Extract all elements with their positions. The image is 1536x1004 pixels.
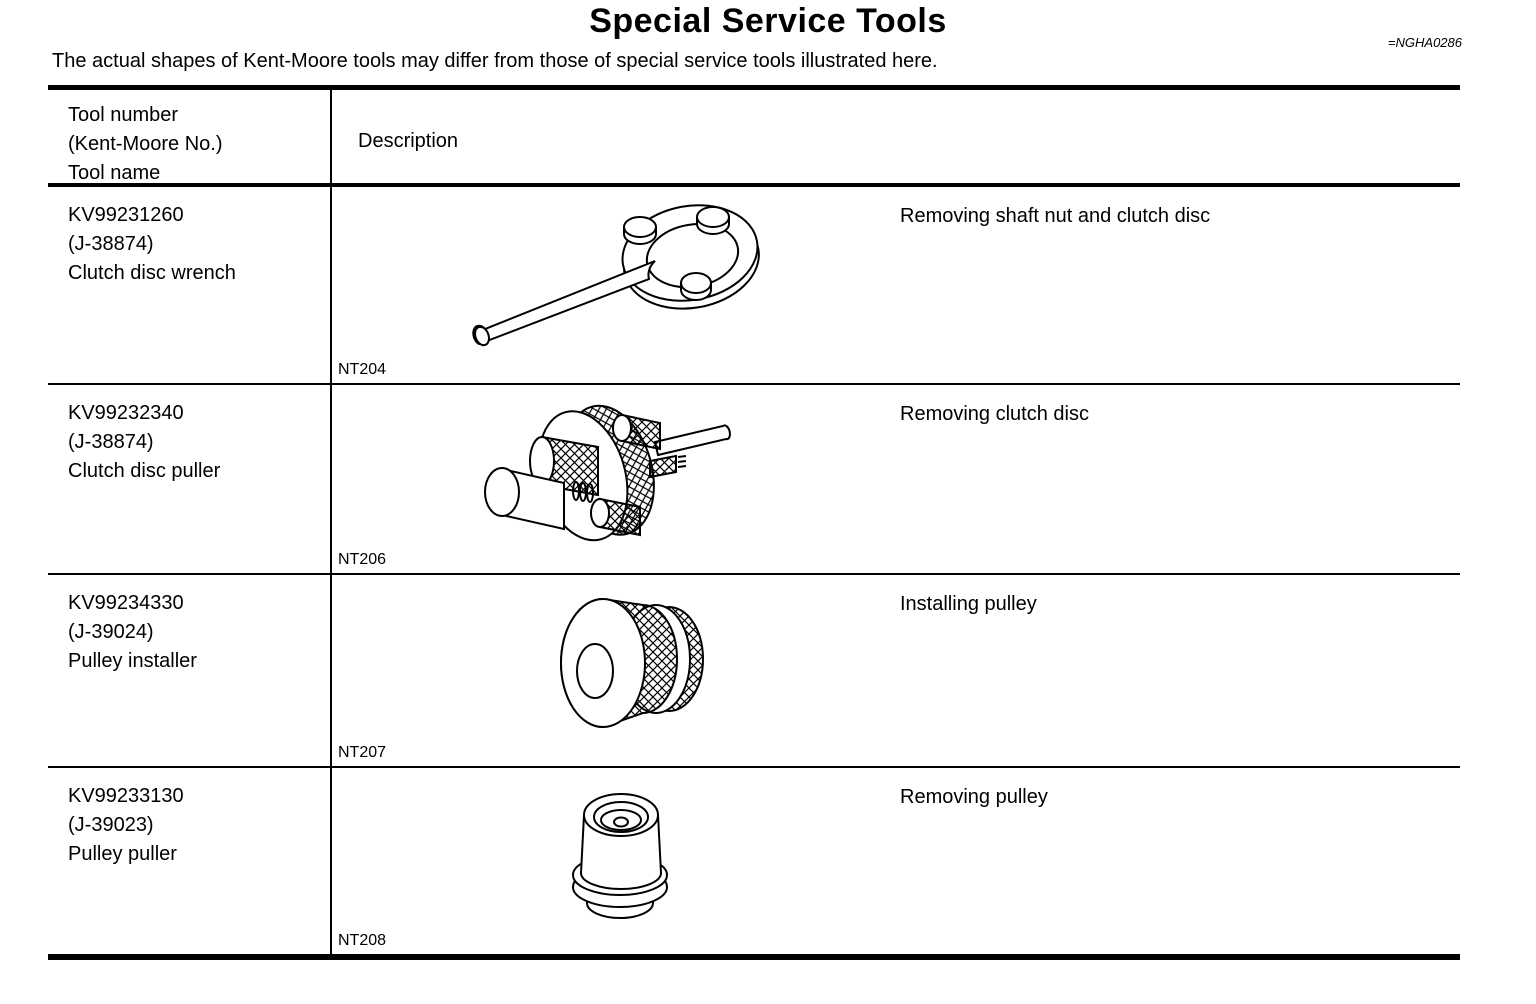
column-header-tool	[68, 101, 223, 188]
table-row	[48, 768, 1460, 954]
kent-moore-number: (J-38874)	[68, 233, 154, 255]
kent-moore-number: (J-38874)	[68, 431, 154, 453]
kent-moore-number: (J-39023)	[68, 814, 154, 836]
pin-icon	[681, 273, 711, 300]
header-tool-line2: (Kent-Moore No.)	[68, 133, 223, 155]
description-cell: Removing pulley	[900, 786, 1048, 808]
tool-cell	[68, 201, 323, 288]
header-tool-line3: Tool name	[68, 162, 161, 184]
tool-number: KV99231260	[68, 204, 184, 226]
pin-icon	[624, 217, 656, 244]
figure-id: NT204	[338, 361, 387, 378]
kent-moore-number: (J-39024)	[68, 621, 154, 643]
table-header-row	[48, 90, 1460, 187]
reference-code: =NGHA0286	[1387, 35, 1462, 50]
tool-cell	[68, 399, 323, 486]
clutch-disc-puller-illustration	[480, 395, 770, 550]
pulley-puller-illustration	[550, 783, 695, 931]
table-row	[48, 385, 1460, 575]
tool-number: KV99233130	[68, 785, 184, 807]
page-subtitle: The actual shapes of Kent-Moore tools may differ from those of special service tools illustrated here.	[52, 50, 938, 72]
column-header-description: Description	[358, 130, 459, 152]
tools-table	[48, 85, 1460, 960]
header-tool-line1: Tool number	[68, 104, 179, 126]
description-cell: Removing shaft nut and clutch disc	[900, 205, 1211, 227]
tool-number: KV99234330	[68, 592, 184, 614]
table-row	[48, 575, 1460, 768]
pin-icon	[697, 207, 729, 234]
tool-cell	[68, 589, 323, 676]
description-cell: Installing pulley	[900, 593, 1037, 615]
clutch-disc-wrench-illustration	[455, 195, 800, 347]
description-cell: Removing clutch disc	[900, 403, 1089, 425]
figure-id: NT206	[338, 551, 387, 568]
tool-name: Clutch disc puller	[68, 460, 221, 482]
tool-name: Pulley puller	[68, 843, 177, 865]
tool-cell	[68, 782, 323, 869]
pulley-installer-illustration	[545, 589, 720, 739]
table-row	[48, 187, 1460, 385]
figure-id: NT208	[338, 932, 387, 949]
tool-name: Pulley installer	[68, 650, 197, 672]
tool-number: KV99232340	[68, 402, 184, 424]
tool-name: Clutch disc wrench	[68, 262, 236, 284]
figure-id: NT207	[338, 744, 387, 761]
page-title: Special Service Tools	[589, 2, 947, 40]
